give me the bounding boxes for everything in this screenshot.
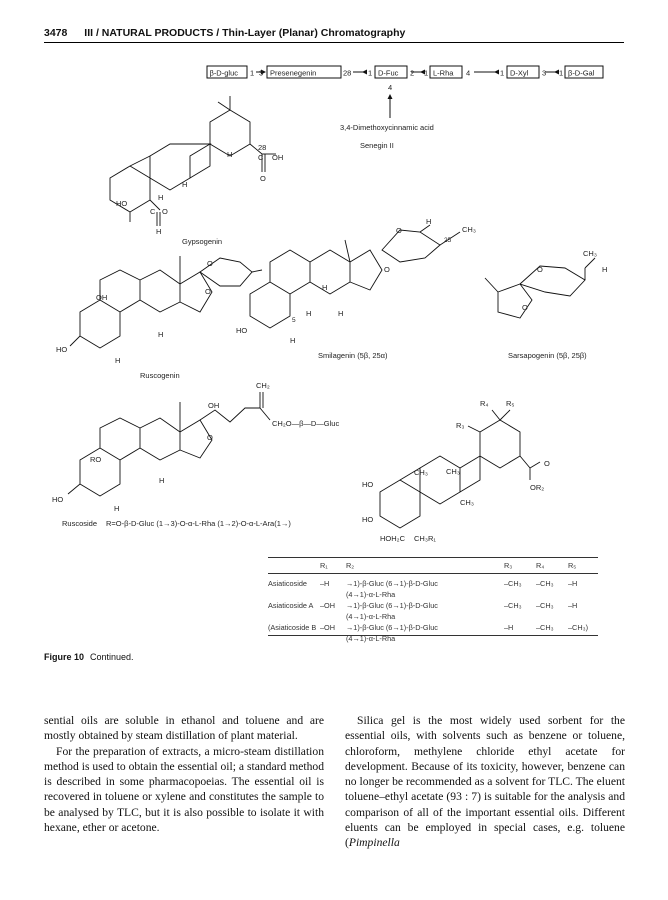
svg-text:H: H — [227, 150, 233, 159]
svg-text:H: H — [182, 180, 188, 189]
chain-label-presenegenin: Presenegenin — [270, 68, 317, 78]
svg-text:1: 1 — [368, 68, 373, 78]
chain-label-gal: β-D-Gal — [568, 68, 595, 78]
chain-label-xyl: D-Xyl — [510, 68, 529, 78]
svg-text:H: H — [290, 336, 296, 345]
svg-text:C: C — [258, 153, 264, 162]
ruscogenin-name: Ruscogenin — [140, 371, 180, 380]
figure-caption — [44, 652, 134, 662]
ruscoside-formula: R=O-β-D-Gluc (1→3)-O-α-L-Rha (1→2)-O-α-L-Ara(1→) — [106, 519, 291, 528]
svg-text:CH₃: CH₃ — [414, 468, 428, 477]
svg-text:H: H — [159, 476, 165, 485]
svg-text:O: O — [522, 303, 528, 312]
svg-text:H: H — [338, 309, 344, 318]
svg-text:HO: HO — [56, 345, 68, 354]
svg-text:2: 2 — [410, 68, 415, 78]
svg-text:HOH₂C: HOH₂C — [380, 534, 405, 543]
svg-text:R₁: R₁ — [428, 534, 436, 543]
table-row: (Asiaticoside B –OH →1)-β-Gluc (6→1)-β-D-Gluc –H –CH₃ –CH₃) — [268, 623, 588, 632]
ruscogenin-structure — [70, 256, 262, 348]
svg-text:RO: RO — [90, 455, 102, 464]
body-column-left — [44, 713, 324, 835]
ruscoside-name: Ruscoside — [62, 519, 98, 528]
svg-text:OR₂: OR₂ — [530, 483, 545, 492]
svg-text:OH: OH — [272, 153, 284, 162]
paragraph: sential oils are soluble in ethanol and toluene and are mostly obtained by steam distillation of plant material. — [44, 714, 324, 743]
svg-text:O: O — [162, 207, 168, 216]
svg-text:H: H — [156, 227, 162, 236]
svg-text:5: 5 — [292, 317, 296, 324]
smilagenin-structure — [250, 225, 460, 328]
svg-text:4: 4 — [388, 83, 393, 92]
figure-label: Figure 10 — [44, 652, 85, 662]
table-header: R₁ R₂ R₃ R₄ R₅ — [320, 561, 577, 570]
chain-label-rha: L-Rha — [433, 68, 454, 78]
svg-text:R₄: R₄ — [480, 399, 489, 408]
svg-text:O: O — [537, 265, 543, 274]
paragraph: For the preparation of extracts, a micro-steam distillation method is used to obtain the essential oil; a standard method is described in some pharmacopoeias. The essential oil is recovered in toluene or xylene and constitutes the sample to be analysed by TLC, but it is also possible to isolate it with hexane, ether or acetone. — [44, 744, 324, 835]
svg-text:25: 25 — [444, 237, 452, 244]
svg-text:OH: OH — [208, 401, 220, 410]
chain-label-gluc: β-D-gluc — [209, 68, 238, 78]
svg-text:OH: OH — [96, 293, 108, 302]
svg-text:O: O — [544, 459, 550, 468]
svg-text:CH₃: CH₃ — [446, 467, 460, 476]
svg-text:4: 4 — [466, 68, 471, 78]
svg-text:CH₃: CH₃ — [583, 249, 597, 258]
svg-text:H: H — [158, 330, 164, 339]
svg-text:H: H — [158, 193, 164, 202]
svg-text:C: C — [150, 207, 156, 216]
svg-text:HO: HO — [52, 495, 64, 504]
svg-text:1: 1 — [250, 68, 255, 78]
svg-text:H: H — [115, 356, 121, 365]
table-row: Asiaticoside –H →1)-β-Gluc (6→1)-β-D-Gluc –CH₃ –CH₃ –H — [268, 579, 578, 588]
svg-text:HO: HO — [362, 515, 374, 524]
table-row: Asiaticoside A –OH →1)-β-Gluc (6→1)-β-D-Gluc –CH₃ –CH₃ –H — [268, 601, 578, 610]
page-number: 3478 — [44, 27, 68, 39]
svg-text:R₅: R₅ — [506, 399, 515, 408]
svg-text:O: O — [396, 226, 402, 235]
svg-text:H: H — [322, 283, 328, 292]
svg-text:CH₃: CH₃ — [462, 225, 476, 234]
svg-text:O: O — [207, 433, 213, 442]
svg-text:1: 1 — [559, 68, 564, 78]
body-column-right — [345, 713, 625, 851]
running-title: III / NATURAL PRODUCTS / Thin-Layer (Planar) Chromatography — [84, 27, 406, 39]
svg-text:H: H — [426, 217, 432, 226]
svg-text:28: 28 — [258, 143, 267, 152]
gypsogenin-name: Gypsogenin — [182, 237, 223, 246]
figure-caption-text: Continued. — [90, 652, 134, 662]
gypsogenin-structure — [110, 96, 276, 226]
svg-text:O: O — [207, 259, 213, 268]
senegin-name: Senegin II — [360, 141, 394, 150]
svg-text:3: 3 — [259, 68, 264, 78]
svg-text:CH₃: CH₃ — [460, 498, 474, 507]
svg-text:O: O — [205, 287, 211, 296]
svg-text:H: H — [114, 504, 120, 513]
svg-text:O: O — [384, 265, 390, 274]
svg-text:28: 28 — [343, 68, 352, 78]
ruscoside-structure — [68, 392, 270, 496]
svg-text:HO: HO — [116, 199, 128, 208]
svg-text:CH₂O—β—D—Gluc: CH₂O—β—D—Gluc — [272, 419, 340, 428]
svg-text:H: H — [602, 265, 608, 274]
svg-text:1: 1 — [424, 68, 429, 78]
asiaticoside-table: R₁ R₂ R₃ R₄ R₅ Asiaticoside –H →1)-β-Gluc (6→1)-β-D-Gluc –CH₃ –CH₃ –H (4→1)-α-L-Rha Asiaticoside A –OH →1)-β-Gluc (6→1)-β-D-Gluc –CH₃ –CH₃ –H (4→1)-α-L-Rha (Asiaticoside B –OH →1)-β-Gluc (6→1)-β-D-Gluc –H –CH₃ –CH₃) (4→1)-α-L-Rha — [268, 557, 598, 645]
paragraph: Silica gel is the most widely used sorbent for the essential oils, with solvents such as benzene or toluene, chloroform, methylene chloride ethyl acetate for development. Because of its toxicity, however, benzene can no longer be recommended as a solvent for TLC. The eluent toluene–ethyl acetate (93 : 7) is suitable for the analysis and comparison of all of the important essential oils. Different eluents can be employed in special cases, e.g. toluene (Pimpinella — [345, 714, 625, 850]
svg-text:1: 1 — [500, 68, 505, 78]
svg-text:CH₂: CH₂ — [256, 381, 270, 390]
svg-text:CH₃: CH₃ — [414, 534, 428, 543]
svg-text:HO: HO — [362, 480, 374, 489]
chain-label-fuc: D-Fuc — [378, 68, 399, 78]
svg-text:3: 3 — [542, 68, 547, 78]
svg-text:O: O — [260, 174, 266, 183]
svg-text:HO: HO — [236, 326, 248, 335]
svg-text:H: H — [306, 309, 312, 318]
sarsapogenin-name: Sarsapogenin (5β, 25β) — [508, 351, 587, 360]
svg-text:R₃: R₃ — [456, 421, 465, 430]
substituent-label: 3,4-Dimethoxycinnamic acid — [340, 123, 434, 132]
smilagenin-name: Smilagenin (5β, 25α) — [318, 351, 388, 360]
